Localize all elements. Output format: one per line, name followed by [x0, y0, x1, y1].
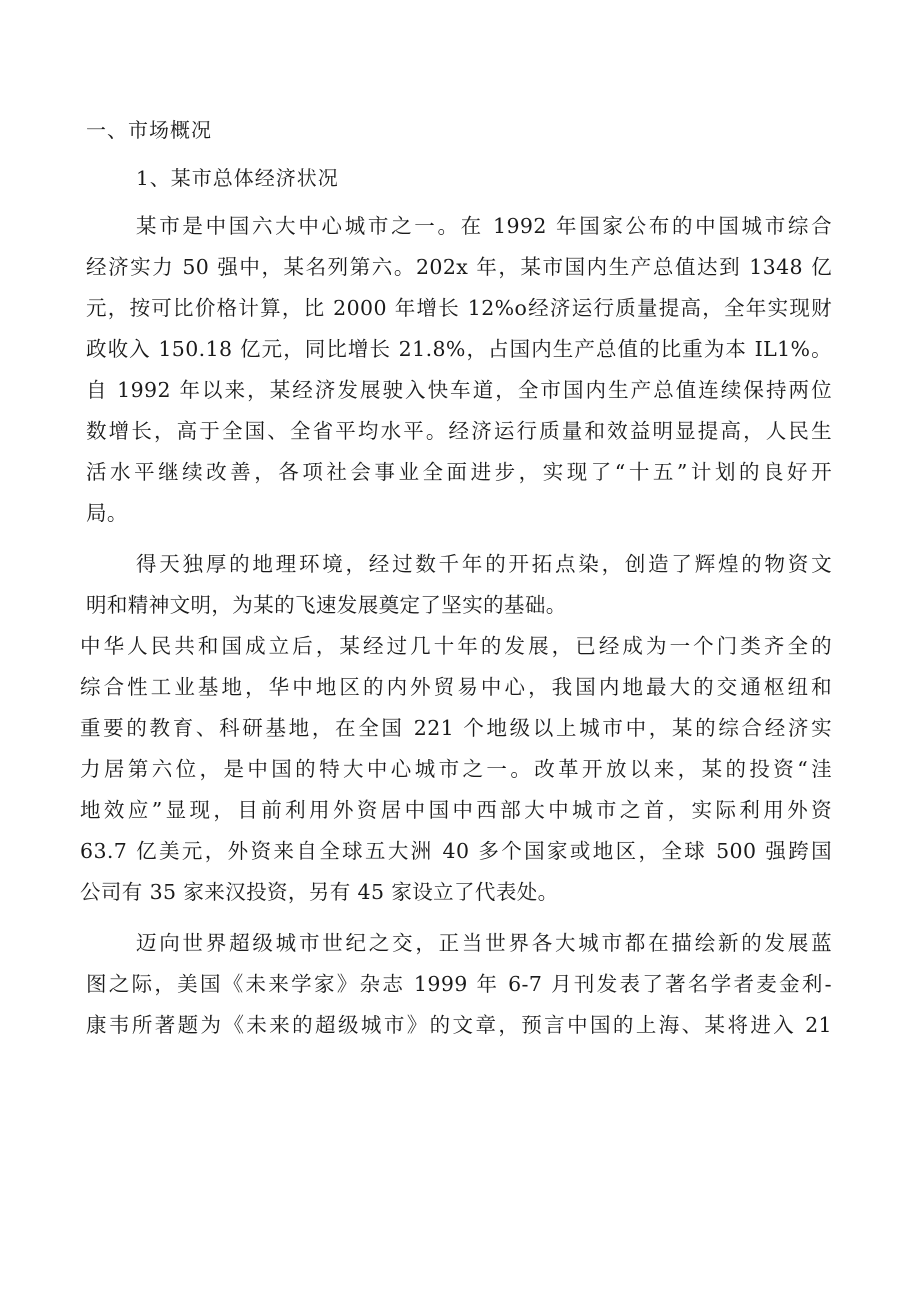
- paragraph-line: 63.7 亿美元，外资来自全球五大洲 40 多个国家或地区，全球 500 强跨国: [80, 839, 832, 863]
- paragraph-line: 力居第六位，是中国的特大中心城市之一。改革开放以来，某的投资“洼: [80, 757, 832, 781]
- paragraph-line: 政收入 150.18 亿元，同比增长 21.8%，占国内生产总值的比重为本 IL1%。: [86, 337, 832, 361]
- paragraph-line: 经济实力 50 强中，某名列第六。202x 年，某市国内生产总值达到 1348 亿: [86, 255, 832, 279]
- paragraph-line: 综合性工业基地，华中地区的内外贸易中心，我国内地最大的交通枢纽和: [80, 675, 832, 699]
- paragraph-line: 地效应”显现，目前利用外资居中国中西部大中城市之首，实际利用外资: [80, 798, 832, 822]
- subsection-heading: 1、某市总体经济状况: [136, 166, 339, 190]
- paragraph-line: 重要的教育、科研基地，在全国 221 个地级以上城市中，某的综合经济实: [80, 716, 832, 740]
- paragraph-line: 康韦所著题为《未来的超级城市》的文章，预言中国的上海、某将进入 21: [86, 1013, 832, 1037]
- paragraph-line: 得天独厚的地理环境，经过数千年的开拓点染，创造了辉煌的物资文: [136, 552, 832, 576]
- paragraph-line: 图之际，美国《未来学家》杂志 1999 年 6-7 月刊发表了著名学者麦金利-: [86, 972, 832, 996]
- section-heading: 一、市场概况: [86, 118, 212, 142]
- paragraph-economy-overview: [86, 206, 832, 534]
- paragraph-line: 自 1992 年以来，某经济发展驶入快车道，全市国内生产总值连续保持两位: [86, 378, 832, 402]
- paragraph-geography: [86, 544, 832, 626]
- document-body: [80, 112, 832, 1056]
- paragraph-line: 局。: [86, 501, 128, 525]
- paragraph-line: 元，按可比价格计算，比 2000 年增长 12%o经济运行质量提高，全年实现财: [86, 296, 832, 320]
- paragraph-line: 数增长，高于全国、全省平均水平。经济运行质量和效益明显提高，人民生: [86, 419, 832, 443]
- paragraph-line: 明和精神文明，为某的飞速发展奠定了坚实的基础。: [86, 593, 567, 617]
- paragraph-development: [80, 626, 832, 913]
- paragraph-line: 迈向世界超级城市世纪之交，正当世界各大城市都在描绘新的发展蓝: [136, 931, 832, 955]
- paragraph-line: 公司有 35 家来汉投资，另有 45 家设立了代表处。: [80, 880, 559, 904]
- paragraph-line: 中华人民共和国成立后，某经过几十年的发展，已经成为一个门类齐全的: [80, 634, 832, 658]
- paragraph-line: 活水平继续改善，各项社会事业全面进步，实现了“十五”计划的良好开: [86, 460, 832, 484]
- paragraph-future-city: [86, 923, 832, 1046]
- paragraph-line: 某市是中国六大中心城市之一。在 1992 年国家公布的中国城市综合: [136, 214, 832, 238]
